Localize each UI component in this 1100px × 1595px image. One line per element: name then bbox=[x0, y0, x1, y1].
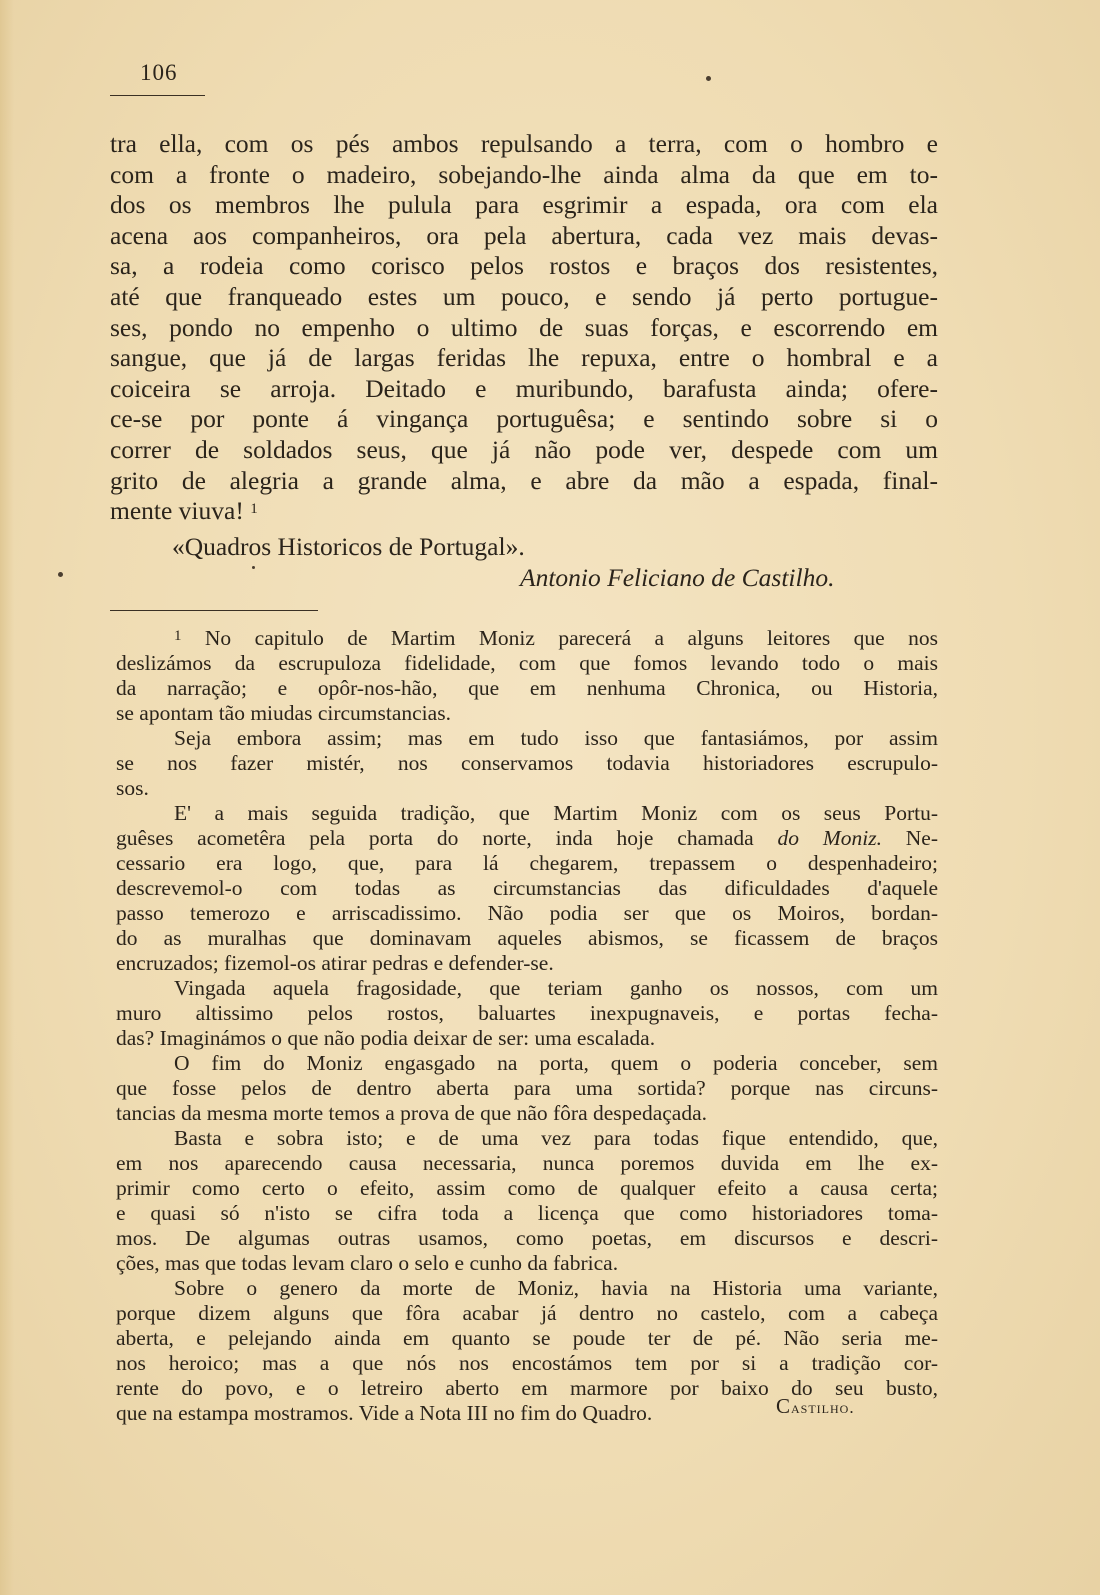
note-line: Vingada aquela fragosidade, que teriam ganho os nossos, com um bbox=[174, 976, 938, 1000]
note-line: cessario era logo, que, para lá chegarem, trepassem o despenhadeiro; bbox=[116, 851, 938, 875]
main-line: acena aos companheiros, ora pela abertura, cada vez mais devas- bbox=[110, 220, 938, 250]
main-line: com a fronte o madeiro, sobejando-lhe ainda alma da que em to- bbox=[110, 159, 938, 189]
footnotes bbox=[116, 626, 938, 1426]
note-line: nos heroico; mas a que nós nos encostámos tem por si a tradição cor- bbox=[116, 1351, 938, 1375]
note-line bbox=[116, 826, 938, 851]
main-line: sangue, que já de largas feridas lhe repuxa, entre o hombral e a bbox=[110, 343, 938, 373]
ink-speck bbox=[58, 572, 63, 577]
note-line: mos. De algumas outras usamos, como poetas, em discursos e descri- bbox=[116, 1226, 938, 1250]
note-line: tancias da mesma morte temos a prova de que não fôra despedaçada. bbox=[116, 1101, 707, 1125]
header-rule bbox=[110, 95, 205, 96]
main-line: tra ella, com os pés ambos repulsando a terra, com o hombro e bbox=[110, 129, 938, 158]
note-line: deslizámos da escrupuloza fidelidade, com que fomos levando todo o mais bbox=[116, 651, 938, 675]
main-line: ses, pondo no empenho o ultimo de suas forças, e escorrendo em bbox=[110, 312, 938, 342]
note-line: e quasi só n'isto se cifra toda a licença que como historiadores toma- bbox=[116, 1201, 938, 1225]
note-line: passo temerozo e arriscadissimo. Não podia ser que os Moiros, bordan- bbox=[116, 901, 938, 925]
footnote-rule bbox=[110, 610, 318, 611]
note-line: aberta, e pelejando ainda em quanto se poude ter de pé. Não seria me- bbox=[116, 1326, 938, 1350]
main-line: dos os membros lhe pulula para esgrimir a espada, ora com ela bbox=[110, 190, 938, 220]
note-line: da narração; e opôr-nos-hão, que em nenhuma Chronica, ou Historia, bbox=[116, 676, 938, 700]
main-line: até que franqueado estes um pouco, e sendo já perto portugue- bbox=[110, 281, 938, 311]
main-line: sa, a rodeia como corisco pelos rostos e braços dos resistentes, bbox=[110, 251, 938, 281]
note-line: porque dizem alguns que fôra acabar já dentro no castelo, com a cabeça bbox=[116, 1301, 938, 1325]
main-line bbox=[110, 496, 938, 527]
footnote-reference: 1 bbox=[250, 501, 258, 518]
note-line: sos. bbox=[116, 776, 149, 800]
note-paragraph bbox=[116, 1126, 938, 1276]
note-line: que na estampa mostramos. Vide a Nota III no fim do Quadro. bbox=[116, 1401, 653, 1425]
author-name: Antonio Feliciano de Castilho. bbox=[520, 563, 835, 592]
main-text bbox=[110, 129, 938, 527]
note-line: descrevemol-o com todas as circumstancias das dificuldades d'aquele bbox=[116, 876, 938, 900]
note-line: que fosse pelos de dentro aberta para uma sortida? porque nas circuns- bbox=[116, 1076, 938, 1100]
note-paragraph bbox=[116, 626, 938, 726]
main-line-text: mente viuva! bbox=[110, 496, 244, 526]
note-line: em nos aparecendo causa necessaria, nunca poremos duvida em lhe ex- bbox=[116, 1151, 938, 1175]
note-line: ções, mas que todas levam claro o selo e cunho da fabrica. bbox=[116, 1251, 619, 1275]
note-paragraph bbox=[116, 1051, 938, 1126]
page-number: 106 bbox=[140, 60, 178, 85]
footnote-marker: 1 bbox=[174, 628, 182, 644]
note-line-text: No capitulo de Martim Moniz parecerá a alguns leitores que nos bbox=[204, 626, 938, 650]
main-line: correr de soldados seus, que já não pode ver, despede com um bbox=[110, 434, 938, 464]
signature-initial: C bbox=[776, 1394, 792, 1418]
note-line bbox=[116, 626, 938, 651]
note-line: E' a mais seguida tradição, que Martim Moniz com os seus Portu- bbox=[174, 801, 938, 825]
signature-rest: astilho. bbox=[791, 1398, 855, 1417]
note-line: primir como certo o efeito, assim como de qualquer efeito a causa certa; bbox=[116, 1176, 938, 1200]
note-line: encruzados; fizemol-os atirar pedras e defender-se. bbox=[116, 951, 554, 975]
main-line: grito de alegria a grande alma, e abre da mão a espada, final- bbox=[110, 465, 938, 495]
note-line: se apontam tão miudas circumstancias. bbox=[116, 701, 451, 725]
note-line: Basta e sobra isto; e de uma vez para todas fique entendido, que, bbox=[174, 1126, 938, 1150]
note-line: muro altissimo pelos rostos, baluartes inexpugnaveis, e portas fecha- bbox=[116, 1001, 938, 1025]
ink-speck bbox=[706, 76, 711, 81]
main-line: ce-se por ponte á vingança portuguêsa; e sentindo sobre si o bbox=[110, 404, 938, 434]
italic-phrase: do Moniz. bbox=[777, 826, 882, 850]
source-citation: «Quadros Historicos de Portugal». bbox=[172, 532, 525, 561]
note-paragraph bbox=[116, 976, 938, 1051]
page-edge-shadow bbox=[0, 0, 14, 1595]
main-line: coiceira se arroja. Deitado e muribundo, barafusta ainda; ofere- bbox=[110, 373, 938, 403]
note-line: Sobre o genero da morte de Moniz, havia na Historia uma variante, bbox=[174, 1276, 938, 1300]
note-line: das? Imaginámos o que não podia deixar de ser: uma escalada. bbox=[116, 1026, 656, 1050]
note-paragraph bbox=[116, 726, 938, 801]
note-line: O fim do Moniz engasgado na porta, quem o poderia conceber, sem bbox=[174, 1051, 938, 1075]
note-line: do as muralhas que dominavam aqueles abismos, se ficassem de braços bbox=[116, 926, 938, 950]
note-line: se nos fazer mistér, nos conservamos todavia historiadores escrupulo- bbox=[116, 751, 938, 775]
note-paragraph bbox=[116, 801, 938, 976]
ink-speck bbox=[252, 566, 255, 569]
note-line: rente do povo, e o letreiro aberto em marmore por baixo do seu busto, bbox=[116, 1376, 938, 1400]
note-line-text: Ne- bbox=[905, 826, 939, 850]
note-line: Seja embora assim; mas em tudo isso que fantasiámos, por assim bbox=[174, 726, 938, 750]
signature bbox=[776, 1394, 855, 1419]
note-line-text: guêses acometêra pela porta do norte, inda hoje chamada bbox=[116, 826, 754, 850]
